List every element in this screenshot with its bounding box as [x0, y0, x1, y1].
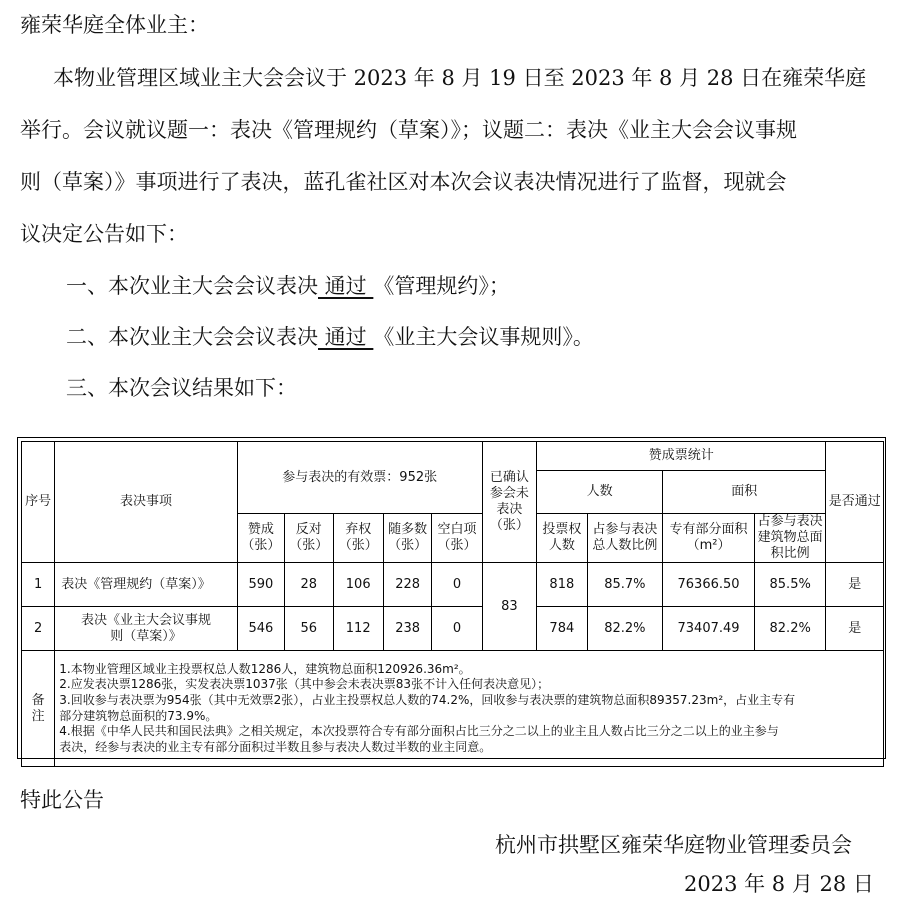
signature-org: 杭州市拱墅区雍荣华庭物业管理委员会 [495, 833, 852, 857]
header-cell: 赞成（张） [237, 514, 284, 563]
cell: 85.7% [587, 563, 663, 607]
intro-line-1: 本物业管理区域业主大会会议于 2023 年 8 月 19 日至 2023 年 8 月 28 日在雍荣华庭 [53, 66, 867, 90]
item-text: 一、本次业主大会会议表决 [66, 274, 318, 298]
item-text: 《业主大会议事规则》。 [373, 325, 594, 349]
note-line: 2.应发表决票1286张，实发表决票1037张（其中参会未表决票83张不计入任何表决意见）； [59, 677, 550, 692]
cell: 76366.50 [663, 563, 755, 607]
item-text: 二、本次业主大会会议表决 [66, 325, 318, 349]
header-pass: 是否通过 [826, 442, 884, 563]
header-cell: 弃权（张） [333, 514, 383, 563]
note-line: 1.本物业管理区域业主投票权总人数1286人，建筑物总面积120926.36m²。 [59, 661, 471, 676]
resolution-item-2 [66, 327, 594, 348]
intro-line-3: 则（草案）》事项进行了表决，蓝孔雀社区对本次会议表决情况进行了监督，现就会 [20, 170, 787, 194]
cell-pass: 是 [826, 563, 884, 607]
resolution-item-1 [66, 276, 510, 297]
item-text: 《管理规约》； [373, 274, 510, 298]
cell-pass: 是 [826, 607, 884, 651]
header-cell: 占参与表决总人数比例 [587, 514, 663, 563]
header-people: 人数 [537, 471, 663, 514]
cell: 228 [383, 563, 431, 607]
closing: 特此公告 [20, 788, 104, 812]
header-approval: 赞成票统计 [537, 442, 826, 471]
cell: 112 [333, 607, 383, 651]
note-line: 4.根据《中华人民共和国民法典》之相关规定，本次投票符合专有部分面积占比三分之二以上的业主且人数占比三分之二以上的业主参与 [59, 724, 779, 739]
cell: 56 [285, 607, 333, 651]
header-cell: 占参与表决建筑物总面积比例 [754, 514, 826, 563]
header-cell: 随多数（张） [383, 514, 431, 563]
cell: 106 [333, 563, 383, 607]
header-confirmed: 已确认参会未表决（张） [482, 442, 536, 563]
header-cell: 反对（张） [285, 514, 333, 563]
header-seq: 序号 [22, 442, 55, 563]
note-line: 部分建筑物总面积的73.9%。 [59, 708, 218, 723]
cell: 238 [383, 607, 431, 651]
notes-row [22, 651, 884, 767]
row-seq: 2 [22, 607, 55, 651]
cell: 82.2% [587, 607, 663, 651]
cell: 590 [237, 563, 284, 607]
resolution-item-3: 三、本次会议结果如下： [66, 376, 297, 400]
row-seq: 1 [22, 563, 55, 607]
header-cell: 空白项（张） [432, 514, 482, 563]
table-row [22, 563, 884, 607]
item-result: 通过 [318, 274, 374, 298]
header-cell: 专有部分面积（m²） [663, 514, 755, 563]
cell: 85.5% [754, 563, 826, 607]
intro-line-4: 议决定公告如下： [20, 222, 188, 246]
salutation: 雍荣华庭全体业主： [20, 13, 209, 37]
cell: 82.2% [754, 607, 826, 651]
signature-date: 2023 年 8 月 28 日 [684, 872, 874, 896]
cell: 0 [432, 563, 482, 607]
item-result: 通过 [318, 325, 374, 349]
cell: 818 [537, 563, 587, 607]
header-cell: 投票权人数 [537, 514, 587, 563]
notes-label: 备注 [22, 651, 55, 767]
cell: 0 [432, 607, 482, 651]
notes-content [55, 651, 884, 767]
header-area: 面积 [663, 471, 826, 514]
confirmed-value: 83 [482, 563, 536, 651]
note-line: 表决，经参与表决的业主专有部分面积过半数且参与表决人数过半数的业主同意。 [59, 739, 492, 754]
note-line: 3.回收参与表决票为954张（其中无效票2张），占业主投票权总人数的74.2%，回收参与表决票的建筑物总面积89357.23m²，占业主专有 [59, 692, 796, 707]
row-matter: 表决《业主大会议事规则（草案）》 [55, 607, 237, 651]
cell: 73407.49 [663, 607, 755, 651]
table-row [22, 607, 884, 651]
results-table [21, 441, 884, 767]
header-valid-votes: 参与表决的有效票：952张 [237, 442, 482, 514]
cell: 784 [537, 607, 587, 651]
cell: 28 [285, 563, 333, 607]
intro-line-2: 举行。会议就议题一：表决《管理规约（草案）》；议题二：表决《业主大会会议事规 [20, 118, 797, 142]
header-matter: 表决事项 [55, 442, 237, 563]
row-matter: 表决《管理规约（草案）》 [55, 563, 237, 607]
cell: 546 [237, 607, 284, 651]
